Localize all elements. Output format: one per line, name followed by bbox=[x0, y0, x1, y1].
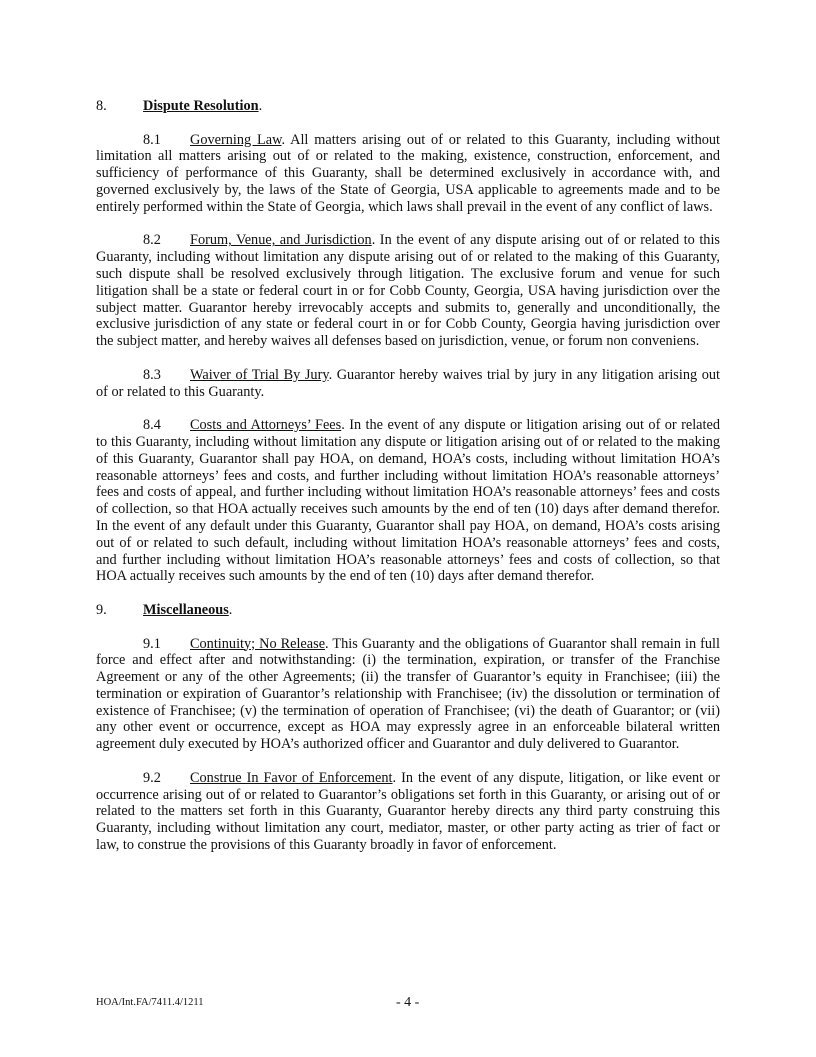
clause-number: 9.2 bbox=[143, 769, 161, 786]
section-title: Miscellaneous bbox=[143, 601, 229, 618]
clause-number: 8.1 bbox=[143, 131, 161, 148]
section-heading-9 bbox=[96, 602, 720, 619]
clause-9-2 bbox=[96, 770, 720, 854]
page-number: - 4 - bbox=[396, 995, 420, 1010]
section-title: Dispute Resolution bbox=[143, 98, 259, 114]
clause-8-2 bbox=[96, 232, 720, 350]
document-id: HOA/Int.FA/7411.4/1211 bbox=[96, 997, 204, 1008]
clause-text: . This Guaranty and the obligations of Guarantor shall remain in full force and effect after and notwithstanding: (i) the termination, expiration, or transfer of the Franchise Agreement or any of the other Agreements; (ii) the transfer of Guarantor’s equity in Franchisee; (iii) the termination or expiration of Guarantor’s relationship with Franchisee; (iv) the dissolution or termination of existence of Franchisee; (v) the termination of operation of Franchisee; (vi) the death of Guarantor; or (vii) any other event or occurrence, except as HOA may expressly agree in an enforceable bilateral written agreement duly executed by HOA’s authorized officer and Guarantor and duly delivered to Guarantor. bbox=[96, 635, 720, 753]
clause-9-1 bbox=[96, 636, 720, 754]
clause-number: 8.3 bbox=[143, 366, 161, 383]
clause-title: Waiver of Trial By Jury bbox=[190, 366, 329, 383]
clause-number: 9.1 bbox=[143, 635, 161, 652]
section-heading-8 bbox=[96, 98, 720, 115]
clause-text: . In the event of any dispute or litigation arising out of or related to this Guaranty, including without limitation any dispute or litigation arising out of or related to the making of this Guaranty, Guarantor shall pay HOA, on demand, HOA’s costs, including without limitation HOA’s reasonable attorneys’ fees and costs, and further including without limitation HOA’s reasonable attorneys’ fees and costs of appeal, and further including without limitation HOA’s reasonable attorneys’ fees and costs of collection, so that HOA actually receives such amounts by the end of ten (10) days after demand therefor. In the event of any default under this Guaranty, Guarantor shall pay HOA, on demand, HOA’s costs arising out of or related to such default, including without limitation HOA’s reasonable attorneys’ fees and costs, and further including without limitation HOA’s reasonable attorneys’ fees and costs of collection, so that HOA actually receives such amounts by the end of ten (10) days after demand therefor. bbox=[96, 417, 720, 585]
section-number: 9. bbox=[96, 601, 107, 618]
clause-8-1 bbox=[96, 132, 720, 216]
clause-number: 8.2 bbox=[143, 232, 161, 249]
section-number: 8. bbox=[96, 98, 107, 114]
clause-title: Continuity; No Release bbox=[190, 635, 326, 652]
clause-8-3 bbox=[96, 367, 720, 401]
clause-text: . Guarantor hereby waives trial by jury in any litigation arising out of or related to this Guaranty. bbox=[96, 366, 720, 400]
clause-number: 8.4 bbox=[143, 417, 161, 434]
clause-8-4 bbox=[96, 417, 720, 585]
clause-title: Forum, Venue, and Jurisdiction bbox=[190, 232, 372, 249]
document-page bbox=[96, 98, 720, 871]
clause-text: . In the event of any dispute arising out of or related to this Guaranty, including without limitation any dispute arising out of or related to the making of this Guaranty, such dispute shall be resolved exclusively through litigation. The exclusive forum and venue for such litigation shall be a state or federal court in or for Cobb County, Georgia, USA having jurisdiction over the subject matter. Guarantor hereby irrevocably accepts and submits to, generally and unconditionally, the exclusive jurisdiction of any state or federal court in or for Cobb County, Georgia having jurisdiction over the subject matter, and hereby waives all defenses based on jurisdiction, venue, or forum non conveniens. bbox=[96, 232, 720, 350]
clause-title: Costs and Attorneys’ Fees bbox=[190, 417, 342, 434]
clause-text: . In the event of any dispute, litigation, or like event or occurrence arising out of or related to Guarantor’s obligations set forth in this Guaranty, or arising out of or related to the matters set forth in this Guaranty, Guarantor hereby directs any third party construing this Guaranty, including without limitation any court, mediator, master, or other party acting as trier of fact or law, to construe the provisions of this Guaranty broadly in favor of enforcement. bbox=[96, 769, 720, 854]
clause-title: Governing Law bbox=[190, 131, 282, 148]
clause-text: . All matters arising out of or related to this Guaranty, including without limitation all matters arising out of or related to the making, existence, construction, enforcement, and sufficiency of performance of this Guaranty, shall be determined exclusively in accordance with, and governed exclusively by, the laws of the State of Georgia, USA applicable to agreements made and to be entirely performed within the State of Georgia, which laws shall prevail in the event of any conflict of laws. bbox=[96, 131, 720, 215]
clause-title: Construe In Favor of Enforcement bbox=[190, 769, 393, 786]
punctuation: . bbox=[258, 98, 263, 114]
punctuation: . bbox=[228, 601, 233, 618]
